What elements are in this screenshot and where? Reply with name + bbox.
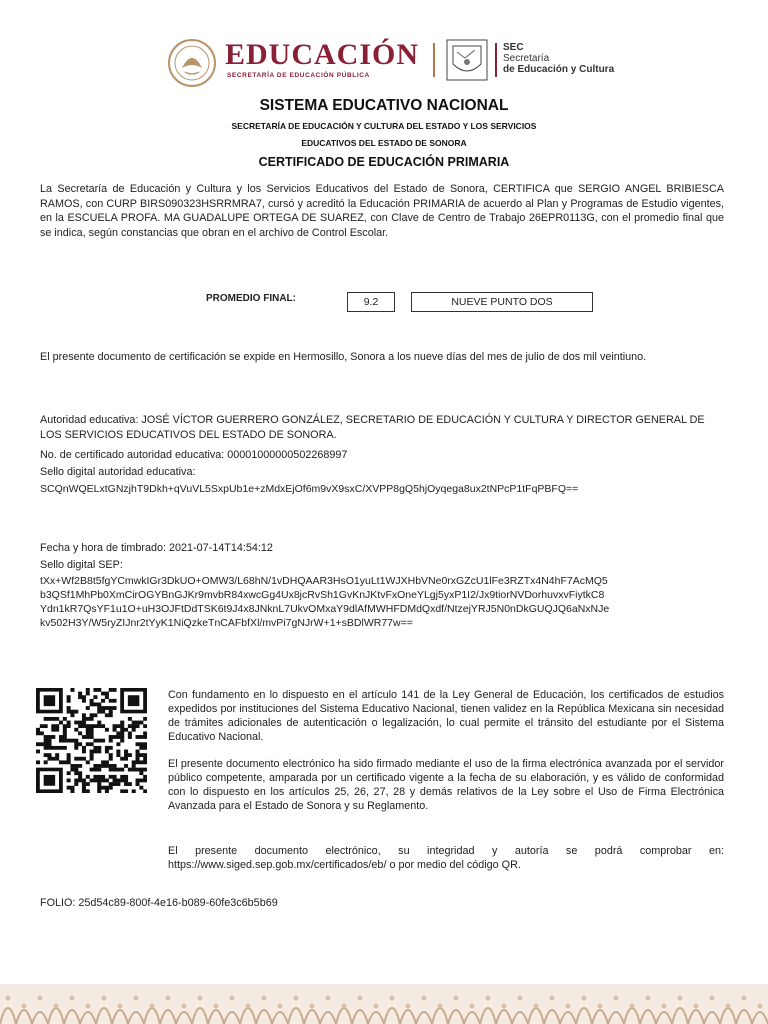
folio: FOLIO: 25d54c89-800f-4e16-b089-60fe3c6b5b69: [40, 897, 278, 909]
intro-paragraph: La Secretaría de Educación y Cultura y los Servicios Educativos del Estado de Sonora, CERTIFICA que SERGIO ANGEL BRIBIESCA RAMOS, con CURP BIRS090323HSRRMRA7, cursó y acreditó la Educación PRIMARIA de acuerdo al Plan y Programas de Estudio vigentes, en la ESCUELA PROFA. MA GUADALUPE ORTEGA DE SUAREZ, con Clave de Centro de Trabajo 26EPR0113G, con el promedio final que se indica, según constancias que obran en el archivo de Control Escolar.: [40, 183, 724, 239]
average-words: NUEVE PUNTO DOS: [411, 292, 593, 312]
sep-seal-line: b3QSf1MhPb0XmCirOGYBnGJKr9mvbR84xwcGg4Ux8jcRvSh1GvKnJKtvFxOneYLgj5yxP1I2/Jx9tiorNVDorhuvxvFiytkC8: [40, 589, 605, 601]
cert-number: No. de certificado autoridad educativa: 00001000000502268997: [40, 449, 348, 461]
mexico-seal-icon: [165, 38, 219, 88]
page-title: SISTEMA EDUCATIVO NACIONAL: [259, 97, 509, 114]
average-value: 9.2: [347, 292, 395, 312]
divider: [433, 43, 435, 77]
sep-seal-line: kv502H3Y/W5ryZIJnr2tYyK1NiQzkeTnCAFbfXl/mvPi7gNJrW+1+sBDlWR77w==: [40, 617, 413, 629]
subtitle-line1: SECRETARÍA DE EDUCACIÓN Y CULTURA DEL ESTADO Y LOS SERVICIOS: [231, 121, 537, 131]
brand-title: EDUCACIÓN: [225, 38, 420, 71]
authority-seal-value: SCQnWQELxtGNzjhT9Dkh+qVuVL5SxpUb1e+zMdxEjOf6m9vX9sxC/XVPP8gQ5hjOyqega8ux2tNPcP1tFqPBFQ==: [40, 483, 579, 495]
sep-seal-line: Ydn1kR7QsYF1u1O+uH3OJFtDdTSK6t9J4x8JNknL7UkvOMxaY9dlAfMWHFDMdQxdf/NtzejYRJ5N0nDkGUQJQ6aNxNJe: [40, 603, 610, 615]
timestamp: Fecha y hora de timbrado: 2021-07-14T14:54:12: [40, 542, 273, 554]
authority-paragraph: Autoridad educativa: JOSÉ VÍCTOR GUERRERO GONZÁLEZ, SECRETARIO DE EDUCACIÓN Y CULTURA Y DIRECTOR GENERAL DE LOS SERVICIOS EDUCATIVOS DEL ESTADO DE SONORA.: [40, 414, 705, 441]
brand-subtitle: SECRETARÍA DE EDUCACIÓN PÚBLICA: [227, 72, 370, 79]
sep-seal-line: tXx+Wf2B8t5fgYCmwkIGr3DkUO+OMW3/L68hN/1vDHQAAR3HsO1yuLt1WJXHbVNe0rxGZcU1lFe3RZTx4N4hF7AcMQ5: [40, 575, 608, 587]
certificate-title: CERTIFICADO DE EDUCACIÓN PRIMARIA: [258, 155, 510, 169]
legal-paragraph-1: Con fundamento en lo dispuesto en el artículo 141 de la Ley General de Educación, los certificados de estudios expedidos por instituciones del Sistema Educativo Nacional, tienen validez en la República Mexicana sin necesidad de trámites adicionales de autenticación o legalización, lo cual permite el tránsito del estudiante por el Sistema Educativo Nacional.: [168, 689, 724, 743]
sep-seal-label: Sello digital SEP:: [40, 559, 123, 571]
sec-logo-text: [503, 42, 614, 75]
subtitle-line2: EDUCATIVOS DEL ESTADO DE SONORA: [301, 138, 467, 148]
sec-short: SEC: [503, 42, 524, 53]
legal-paragraph-2: El presente documento electrónico ha sido firmado mediante el uso de la firma electrónica avanzada por el servidor público competente, amparada por un certificado vigente a la fecha de su elaboración, y es válido de conformidad con lo dispuesto en los artículos 25, 26, 27, 28 y demás relativos de la Ley sobre el Uso de Firma Electrónica Avanzada para el Estado de Sonora y su Reglamento.: [168, 758, 724, 812]
sonora-shield-icon: [445, 38, 489, 82]
legal-paragraph-3: El presente documento electrónico, su integridad y autoría se podrá comprobar en: https://www.siged.sep.gob.mx/certificados/eb/ o por medio del código QR.: [168, 845, 724, 871]
header-logos: [165, 38, 625, 88]
decorative-footer-pattern: [0, 984, 768, 1024]
qr-code[interactable]: [36, 688, 147, 793]
average-label: PROMEDIO FINAL:: [206, 293, 296, 304]
issued-paragraph: El presente documento de certificación se expide en Hermosillo, Sonora a los nueve días del mes de julio de dos mil veintiuno.: [40, 351, 647, 363]
divider: [495, 43, 497, 77]
sec-line2: de Educación y Cultura: [503, 64, 615, 75]
sec-line1: Secretaría: [503, 53, 550, 64]
authority-seal-label: Sello digital autoridad educativa:: [40, 466, 196, 478]
